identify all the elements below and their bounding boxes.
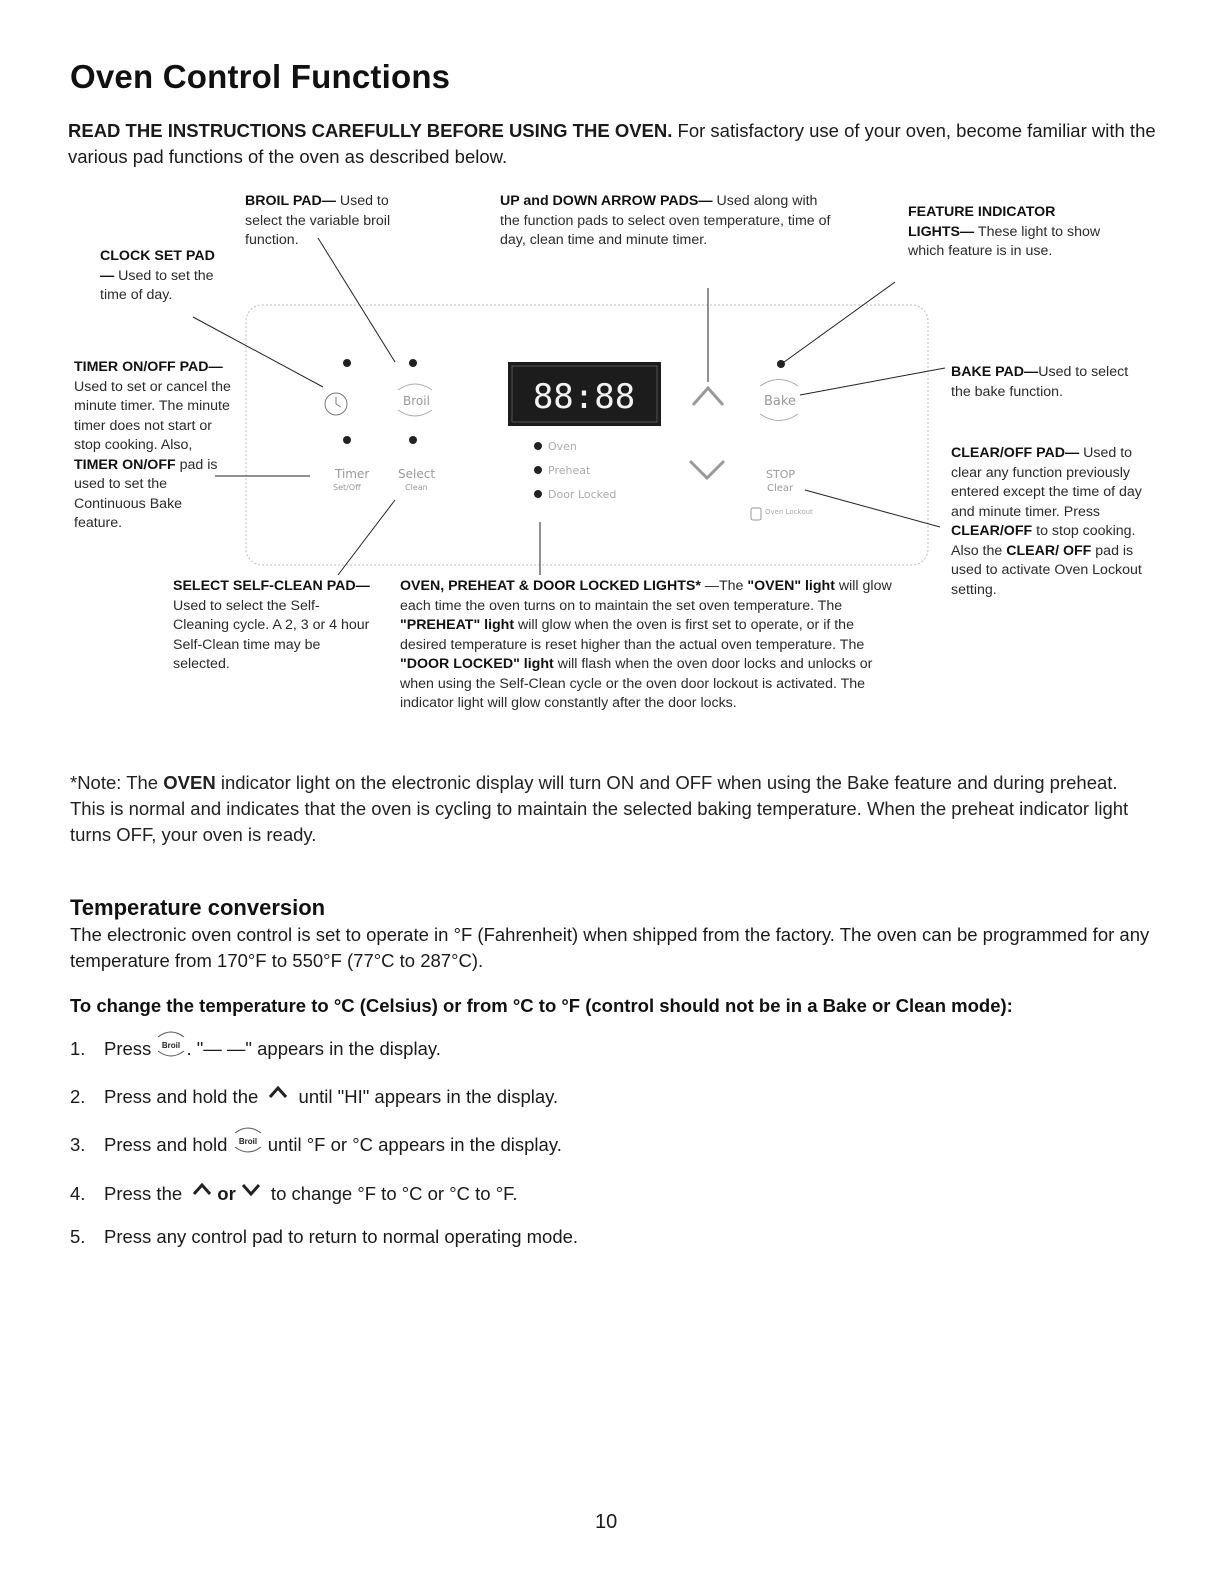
step-text: Press and hold the: [104, 1086, 264, 1107]
oven-light-note: [70, 770, 1150, 848]
broil-icon-label: Broil: [162, 1041, 181, 1050]
clear-pad-label: Clear: [767, 483, 794, 494]
step-number: 4.: [70, 1183, 86, 1204]
step-1: [70, 1035, 441, 1062]
callout-text: Used to select the bake function.: [951, 364, 1129, 400]
callout-label: OVEN, PREHEAT & DOOR LOCKED LIGHTS*: [400, 578, 701, 594]
callout-text: Used to clear any function previously entered except the time of day and minute timer. Press: [951, 445, 1142, 520]
step-number: 5.: [70, 1226, 86, 1247]
oven-light-dot: [534, 442, 542, 450]
callout-label: CLEAR/OFF PAD—: [951, 445, 1080, 461]
callout-label: "PREHEAT" light: [400, 617, 515, 633]
callout-text: pad is used to activate Oven Lockout setting.: [951, 542, 1142, 598]
callout-text: Used to select the variable broil function.: [245, 193, 391, 248]
callout-text: Used along with the function pads to select oven temperature, time of day, clean time and minute timer.: [500, 193, 831, 248]
broil-pad-icon: [233, 1131, 263, 1153]
feature-dot-clock: [343, 359, 351, 367]
callout-label: CLOCK SET PAD—: [100, 248, 215, 284]
up-arrow-icon: [693, 388, 723, 405]
intro-bold: READ THE INSTRUCTIONS CAREFULLY BEFORE USING THE OVEN.: [68, 120, 673, 141]
callout-label: SELECT SELF-CLEAN PAD—: [173, 578, 370, 594]
callout-label: UP and DOWN ARROW PADS—: [500, 193, 713, 209]
temperature-paragraph: The electronic oven control is set to operate in °F (Fahrenheit) when shipped from the factory. The oven can be programmed for any temperature from 170°F to 550°F (77°C to 287°C).: [70, 924, 1150, 971]
callout-label: BAKE PAD—: [951, 364, 1039, 380]
door-locked-light-label: Door Locked: [548, 488, 617, 501]
leader-broil: [318, 238, 395, 362]
feature-dot-broil: [409, 359, 417, 367]
leader-clear: [805, 490, 940, 527]
intro-rest: For satisfactory use of your oven, become familiar with the various pad functions of the oven as described below.: [68, 120, 1156, 167]
callout-label: CLEAR/OFF: [951, 523, 1033, 539]
page-number: 10: [595, 1511, 618, 1533]
door-locked-light-dot: [534, 490, 542, 498]
up-arrow-icon: [263, 1083, 293, 1105]
callout-label: FEATURE INDICATOR LIGHTS—: [908, 204, 1056, 240]
callout-text: will glow each time the oven turns on to maintain the set oven temperature. The: [400, 578, 892, 614]
step-or: or: [217, 1183, 236, 1204]
down-arrow-icon: [236, 1180, 266, 1202]
page-title: Oven Control Functions: [70, 58, 451, 95]
step-text: Press: [104, 1038, 157, 1059]
broil-pad-arc: [398, 384, 432, 390]
callout-label: "DOOR LOCKED" light: [400, 656, 554, 672]
control-panel-diagram: [0, 0, 1213, 720]
callout-label: "OVEN" light: [747, 578, 835, 594]
broil-icon-label: Broil: [238, 1137, 257, 1146]
note-text: *Note: The: [70, 772, 164, 793]
stop-pad-label: STOP: [766, 468, 795, 481]
step-text: Press and hold: [104, 1134, 233, 1155]
step-5: [70, 1224, 578, 1250]
callout-text: —The: [700, 578, 748, 594]
callout-text: Used to set the time of day.: [100, 267, 214, 303]
up-arrow-icon: [187, 1180, 217, 1202]
leader-selfclean: [338, 500, 395, 575]
panel-outline: [246, 305, 928, 565]
step-text: . "— —" appears in the display.: [186, 1038, 441, 1059]
broil-pad-label: Broil: [403, 394, 430, 408]
callout-text: will glow when the oven is first set to operate, or if the desired temperature is reset higher than the actual oven temperature. The: [400, 617, 865, 653]
step-number: 3.: [70, 1134, 86, 1155]
step-text: Press any control pad to return to normal operating mode.: [104, 1226, 579, 1247]
callout-text: to stop cooking. Also the: [951, 523, 1136, 559]
feature-dot-select: [409, 436, 417, 444]
note-text: indicator light on the electronic display will turn ON and OFF when using the Bake feature and during preheat. This is normal and indicates that the oven is cycling to maintain the selected baking temperature. When the preheat indicator light turns OFF, your oven is ready.: [70, 772, 1129, 845]
step-text: until "HI" appears in the display.: [293, 1086, 559, 1107]
step-text: to change °F to °C or °C to °F.: [265, 1183, 518, 1204]
preheat-light-label: Preheat: [548, 464, 591, 477]
callout-text: Used to select the Self-Cleaning cycle. A 2, 3 or 4 hour Self-Clean time may be selected.: [173, 597, 370, 672]
step-number: 2.: [70, 1086, 86, 1107]
callout-label: CLEAR/ OFF: [1006, 542, 1092, 559]
preheat-light-dot: [534, 466, 542, 474]
timer-pad-sublabel: Set/Off: [333, 483, 361, 492]
broil-pad-icon: [156, 1035, 186, 1057]
step-number: 1.: [70, 1038, 86, 1059]
display-digits: 88:88: [532, 377, 636, 417]
callout-text: Used to set or cancel the minute timer. The minute timer does not start or stop cooking. Also,: [74, 378, 231, 453]
leader-bake: [800, 368, 945, 395]
select-pad-sublabel: Clean: [405, 483, 428, 492]
temperature-heading: Temperature conversion: [70, 895, 326, 920]
bake-pad-arc: [760, 380, 798, 387]
step-3: [70, 1131, 562, 1158]
callout-label: TIMER ON/OFF: [74, 456, 176, 473]
callout-label: TIMER ON/OFF PAD—: [74, 359, 223, 375]
callout-label: BROIL PAD—: [245, 193, 336, 209]
leader-feature: [780, 282, 895, 365]
callout-text: pad is used to set the Continuous Bake feature.: [74, 456, 218, 531]
feature-dot-timer: [343, 436, 351, 444]
lockout-label: Oven Lockout: [765, 508, 813, 516]
feature-dot-bake: [777, 360, 785, 368]
step-text: Press the: [104, 1183, 188, 1204]
select-pad-label: Select: [398, 467, 436, 481]
leader-clock: [193, 317, 323, 387]
callout-text: These light to show which feature is in use.: [908, 223, 1101, 259]
step-text: until °F or °C appears in the display.: [262, 1134, 562, 1155]
callout-text: will flash when the oven door locks and unlocks or when using the Self-Clean cycle or the oven door lockout is activated. The indicator light will glow constantly after the door locks.: [400, 656, 873, 711]
step-2: [70, 1083, 558, 1110]
down-arrow-icon: [690, 461, 724, 478]
lock-icon: [751, 508, 761, 520]
note-bold: OVEN: [163, 772, 216, 793]
change-temp-subheading: To change the temperature to °C (Celsius) or from °C to °F (control should not be in a Bake or Clean mode):: [70, 995, 1013, 1016]
step-4: [70, 1180, 518, 1207]
oven-light-label: Oven: [548, 440, 577, 453]
bake-pad-label: Bake: [764, 394, 796, 409]
timer-pad-label: Timer: [335, 467, 370, 481]
